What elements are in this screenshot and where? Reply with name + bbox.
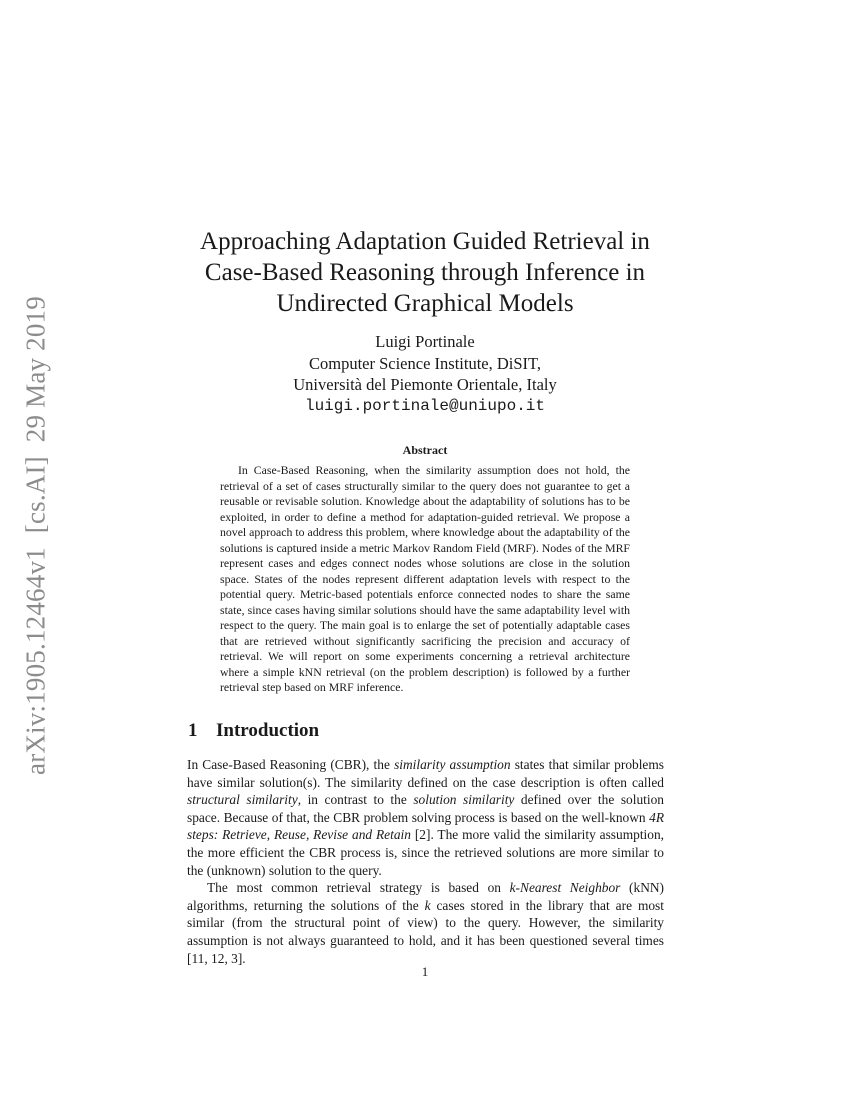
paper-title: [150, 226, 700, 319]
emphasis: structural similarity: [187, 792, 298, 808]
text-run: defined over the solution space. Because of that, the CBR problem solving process is based on the well-known: [187, 792, 664, 825]
emphasis: k: [424, 897, 431, 913]
arxiv-identifier: arXiv:1905.12464v1 [cs.AI] 29 May 2019: [20, 296, 51, 775]
author-block: [150, 331, 700, 417]
text-run: cases stored in the library that are most similar (from the structural point of view) to the query. However, the similarity assumption is not always guaranteed to hold, and it has been questioned several times [11, 12, 3].: [187, 897, 664, 966]
section-heading: [188, 720, 668, 742]
text-run: The most common retrieval strategy is based on: [207, 880, 510, 896]
emphasis: k-Nearest Neighbor: [509, 880, 621, 896]
body-text: [187, 756, 664, 967]
text-run: , in contrast to the: [297, 792, 414, 808]
title-line: Undirected Graphical Models: [276, 290, 574, 317]
emphasis: similarity assumption: [394, 757, 511, 772]
emphasis: 4R steps: Retrieve, Reuse, Revise and Retain: [187, 809, 664, 843]
title-line: Approaching Adaptation Guided Retrieval in: [200, 228, 650, 255]
author-affiliation: Università del Piemonte Orientale, Italy: [293, 375, 557, 394]
emphasis: solution similarity: [413, 792, 515, 808]
text-run: [2]. The more valid the similarity assumption, the more efficient the CBR process is, since the retrieved solutions are more similar to the (unknown) solution to the query.: [187, 827, 665, 878]
title-line: Case-Based Reasoning through Inference in: [204, 259, 646, 286]
author-email: luigi.portinale@uniupo.it: [304, 396, 546, 415]
text-run: In Case-Based Reasoning (CBR), the: [187, 757, 395, 772]
text-run: states that similar problems have similar solution(s). The similarity defined on the case description is often called: [187, 757, 665, 790]
text-run: (kNN) algorithms, returning the solutions of the: [187, 880, 664, 913]
author-name: Luigi Portinale: [375, 332, 475, 351]
page-number: 1: [421, 964, 429, 979]
abstract-heading: Abstract: [402, 443, 448, 457]
paragraph: [187, 879, 664, 967]
author-affiliation: Computer Science Institute, DiSIT,: [308, 353, 542, 373]
paragraph: [187, 756, 664, 879]
section-number: 1: [188, 720, 198, 741]
abstract-text: In Case-Based Reasoning, when the similarity assumption does not hold, the retrieval of a set of cases structurally similar to the query does not guarantee to get a reusable or revisable solution. Knowledge about the adaptability of solutions has to be exploited, in order to define a method for adaptation-guided retrieval. We propose a novel approach to address this problem, where knowledge about the adaptability of the solutions is captured inside a metric Markov Random Field (MRF). Nodes of the MRF represent cases and edges connect nodes whose solutions are close in the solution space. States of the nodes represent different adaptation levels with respect to the potential query. Metric-based potentials enforce connected nodes to share the same state, since cases having similar solutions should have the same adaptability level with respect to the query. The main goal is to enlarge the set of potentially adaptable cases that are retrieved without significantly sacrificing the precision and accuracy of retrieval. We will report on some experiments concerning a retrieval architecture where a simple kNN retrieval (on the problem description) is followed by a further retrieval step based on MRF inference.: [220, 463, 630, 694]
section-title: Introduction: [216, 720, 320, 741]
